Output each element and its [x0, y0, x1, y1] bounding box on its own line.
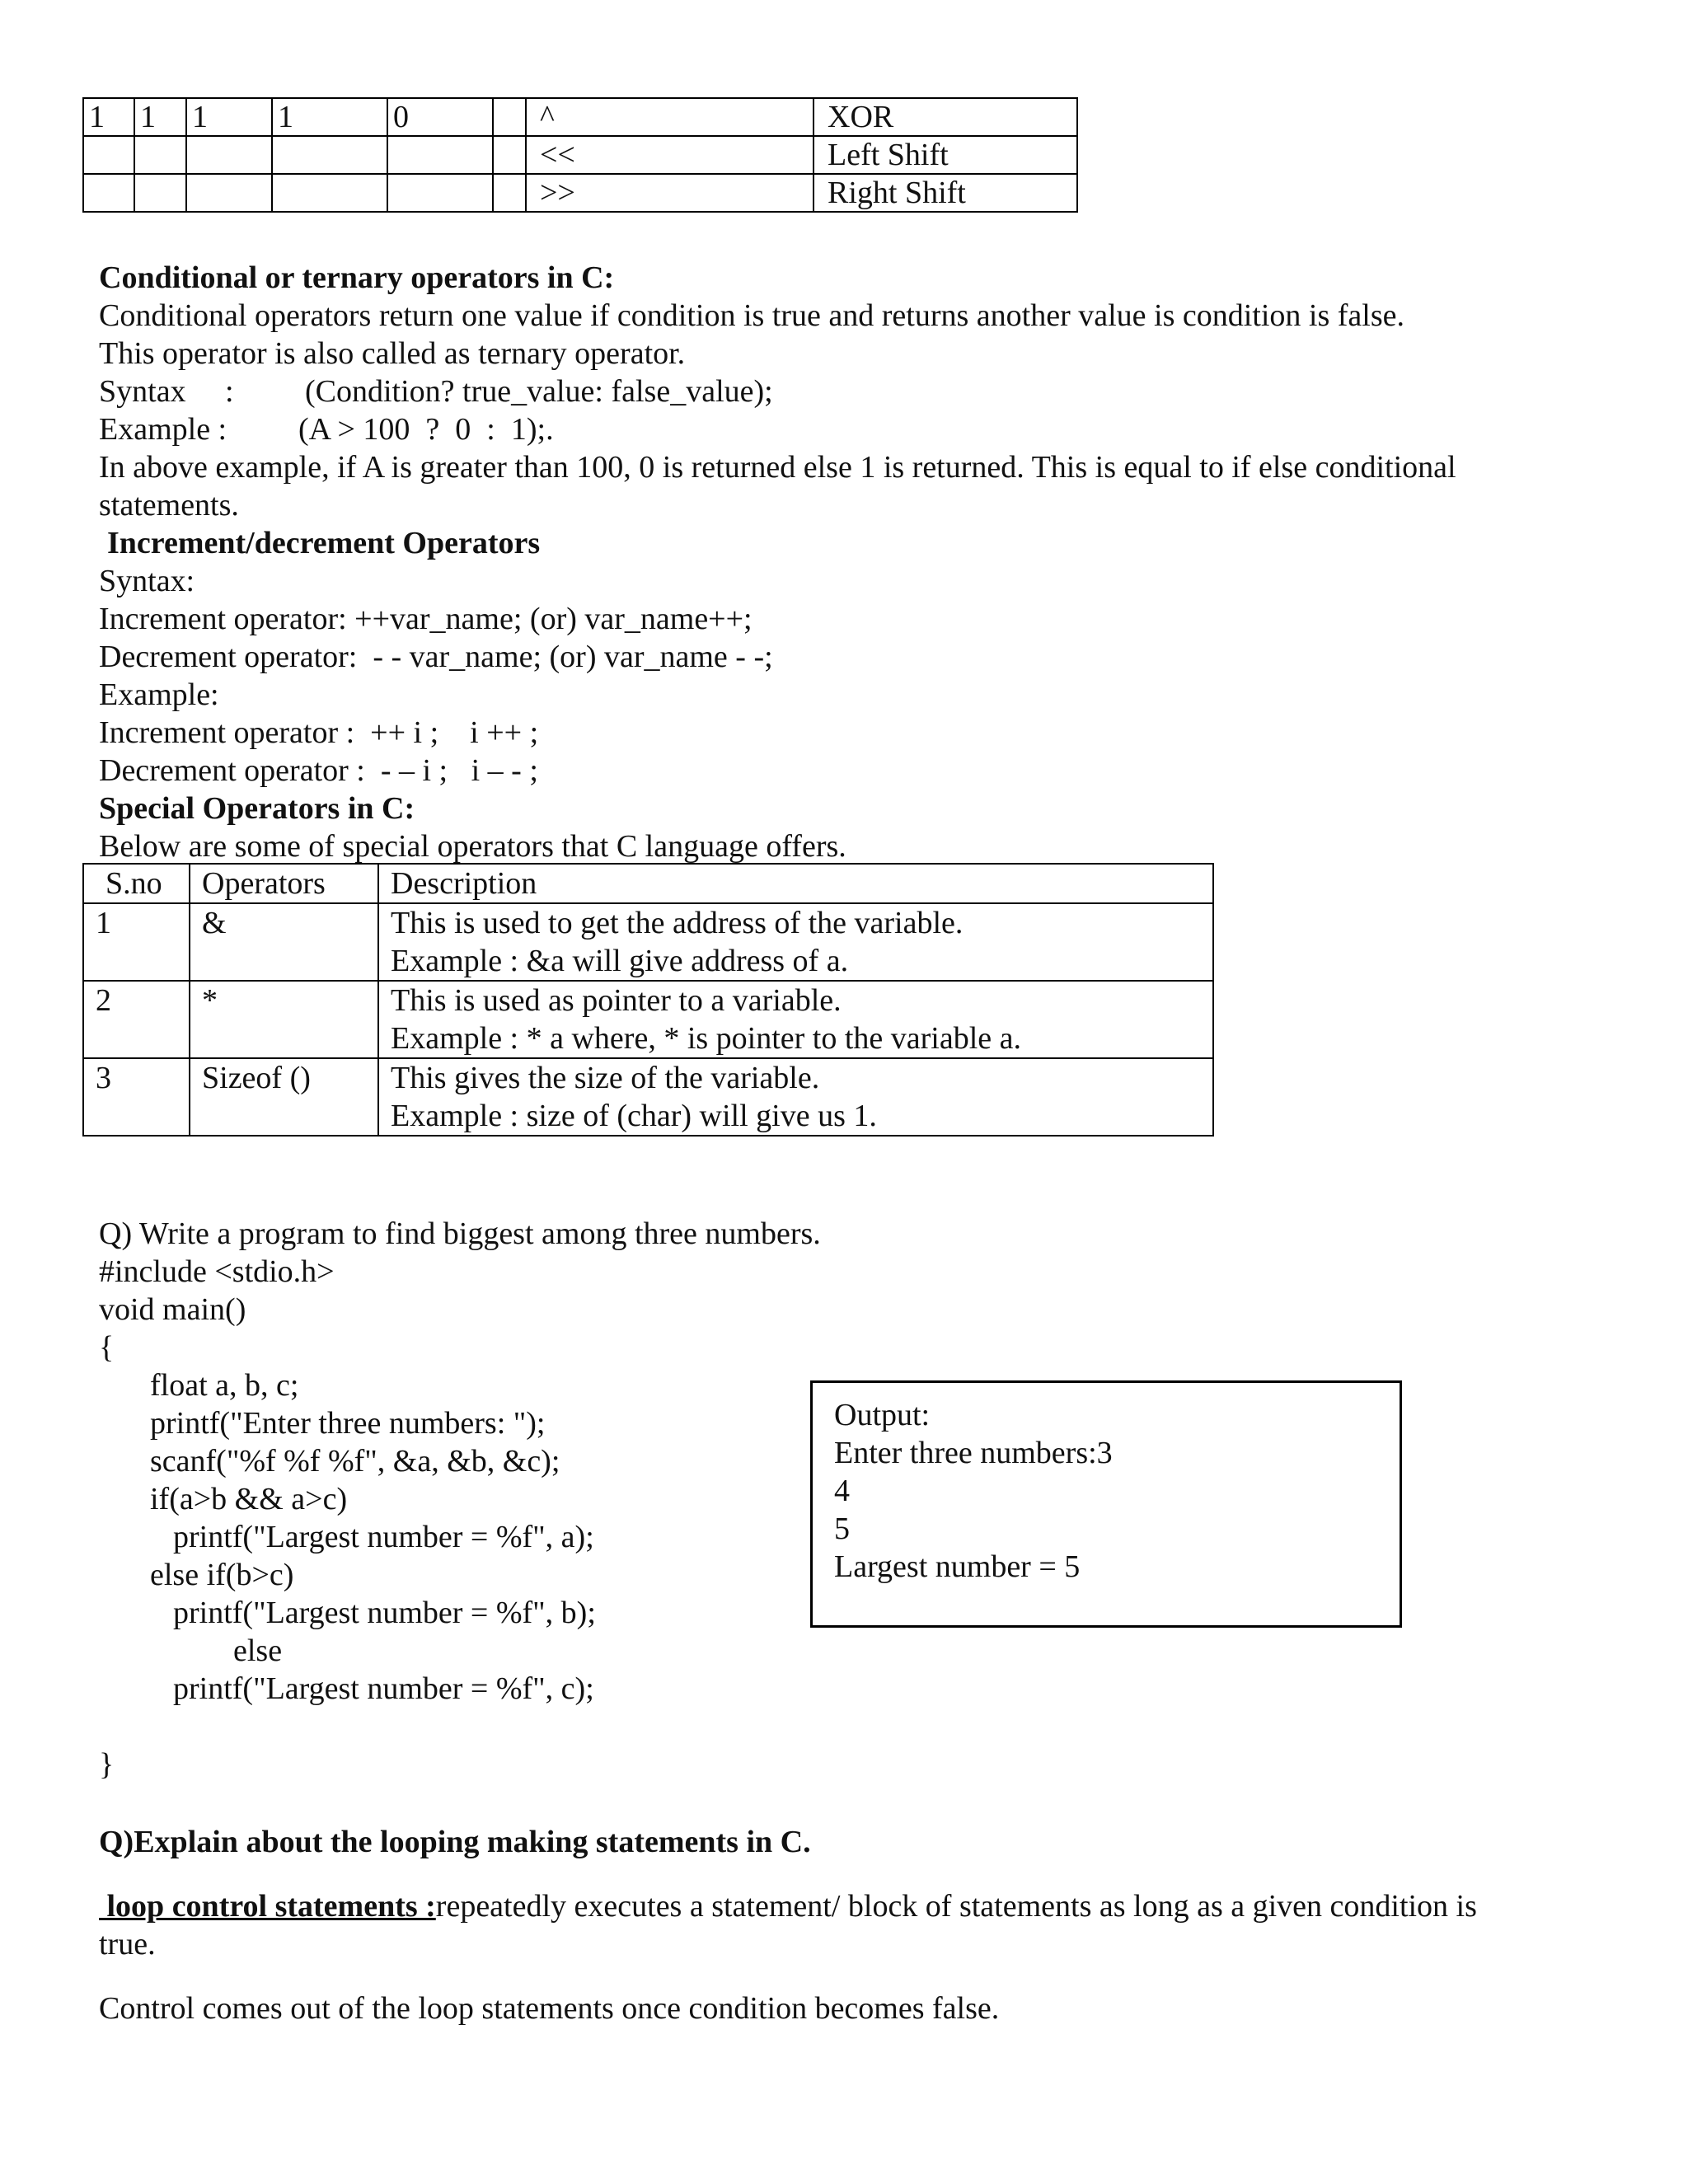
loop-term: loop control statements :: [99, 1889, 436, 1924]
table-cell: [493, 98, 526, 136]
table-cell: [493, 174, 526, 212]
code-line: printf("Largest number = %f", a);: [173, 1520, 594, 1554]
table-cell: ^: [526, 98, 814, 136]
table-cell: 1: [186, 98, 272, 136]
table-cell: [83, 174, 134, 212]
table-cell: [186, 174, 272, 212]
incdec-text: Increment operator : ++ i ; i ++ ;: [99, 715, 539, 750]
looping-question: Q)Explain about the looping making statements in C.: [99, 1825, 811, 1859]
table-cell: &: [190, 903, 378, 981]
table-cell: *: [190, 981, 378, 1058]
output-line: Output:: [834, 1398, 931, 1432]
conditional-text: This operator is also called as ternary operator.: [99, 336, 686, 371]
table-row: [83, 981, 1213, 1058]
table-cell: Right Shift: [814, 174, 1077, 212]
code-line: float a, b, c;: [150, 1368, 299, 1403]
example-value: (A > 100 ? 0 : 1);.: [298, 412, 554, 447]
table-cell: [493, 136, 526, 174]
special-operators-table: [82, 863, 1214, 1137]
table-cell: <<: [526, 136, 814, 174]
special-intro: Below are some of special operators that C language offers.: [99, 829, 846, 864]
table-header: S.no: [83, 864, 190, 903]
code-line: void main(): [99, 1292, 246, 1327]
table-cell: [378, 981, 1213, 1058]
table-cell: [387, 136, 493, 174]
conditional-text: Conditional operators return one value if condition is true and returns another value is condition is false.: [99, 298, 1404, 333]
code-line: printf("Largest number = %f", c);: [173, 1671, 594, 1706]
table-row: [83, 174, 1077, 212]
code-line: }: [99, 1747, 115, 1782]
incdec-text: Example:: [99, 677, 219, 712]
table-cell: [134, 174, 186, 212]
table-cell: 1: [83, 98, 134, 136]
table-cell: XOR: [814, 98, 1077, 136]
code-line: if(a>b && a>c): [150, 1482, 348, 1516]
example-label: Example :: [99, 412, 227, 447]
incdec-heading: Increment/decrement Operators: [107, 526, 541, 560]
code-line: printf("Enter three numbers: ");: [150, 1406, 546, 1441]
table-cell: 0: [387, 98, 493, 136]
table-row: [83, 903, 1213, 981]
conditional-explanation: In above example, if A is greater than 100, 0 is returned else 1 is returned. This is equal to if else conditional: [99, 450, 1456, 485]
table-header-row: [83, 864, 1213, 903]
table-row: [83, 98, 1077, 136]
code-line: else: [233, 1633, 283, 1668]
table-cell: [83, 136, 134, 174]
description-line: This is used to get the address of the variable.: [391, 906, 964, 940]
conditional-explanation: statements.: [99, 488, 239, 523]
table-row: [83, 1058, 1213, 1136]
output-line: 4: [834, 1474, 850, 1508]
syntax-label: Syntax :: [99, 374, 234, 409]
description-line: Example : &a will give address of a.: [391, 944, 849, 978]
table-cell: Left Shift: [814, 136, 1077, 174]
table-cell: [378, 903, 1213, 981]
table-cell: Sizeof (): [190, 1058, 378, 1136]
description-line: Example : size of (char) will give us 1.: [391, 1099, 877, 1133]
bitwise-operators-table: [82, 97, 1078, 213]
code-line: printf("Largest number = %f", b);: [173, 1596, 596, 1630]
table-cell: 1: [134, 98, 186, 136]
table-cell: 2: [83, 981, 190, 1058]
code-line: {: [99, 1330, 115, 1365]
conditional-heading: Conditional or ternary operators in C:: [99, 260, 615, 295]
table-cell: [272, 174, 387, 212]
output-box: [810, 1380, 1402, 1628]
loop-definition-text: repeatedly executes a statement/ block of statements as long as a given condition is: [435, 1889, 1477, 1924]
description-line: This is used as pointer to a variable.: [391, 983, 842, 1018]
table-cell: [134, 136, 186, 174]
output-line: 5: [834, 1511, 850, 1546]
description-line: Example : * a where, * is pointer to the variable a.: [391, 1021, 1022, 1056]
table-header: Operators: [190, 864, 378, 903]
table-cell: 1: [272, 98, 387, 136]
description-line: This gives the size of the variable.: [391, 1061, 820, 1095]
special-heading: Special Operators in C:: [99, 791, 415, 826]
output-line: Enter three numbers:3: [834, 1436, 1113, 1470]
looping-definition: [99, 1891, 1477, 1922]
looping-definition-cont: true.: [99, 1927, 156, 1961]
table-cell: 3: [83, 1058, 190, 1136]
program-question: Q) Write a program to find biggest among three numbers.: [99, 1216, 821, 1251]
code-line: else if(b>c): [150, 1558, 294, 1592]
incdec-text: Decrement operator : - – i ; i – - ;: [99, 753, 538, 788]
table-cell: [378, 1058, 1213, 1136]
table-cell: 1: [83, 903, 190, 981]
code-line: #include <stdio.h>: [99, 1254, 335, 1289]
table-row: [83, 136, 1077, 174]
syntax-value: (Condition? true_value: false_value);: [305, 374, 773, 409]
looping-paragraph: Control comes out of the loop statements once condition becomes false.: [99, 1991, 1000, 2026]
table-cell: [186, 136, 272, 174]
table-cell: [387, 174, 493, 212]
incdec-text: Decrement operator: - - var_name; (or) var_name - -;: [99, 640, 773, 674]
incdec-text: Increment operator: ++var_name; (or) var_name++;: [99, 602, 753, 636]
table-cell: [272, 136, 387, 174]
table-cell: >>: [526, 174, 814, 212]
incdec-text: Syntax:: [99, 564, 195, 598]
output-line: Largest number = 5: [834, 1549, 1081, 1584]
code-line: scanf("%f %f %f", &a, &b, &c);: [150, 1444, 560, 1479]
table-header: Description: [378, 864, 1213, 903]
